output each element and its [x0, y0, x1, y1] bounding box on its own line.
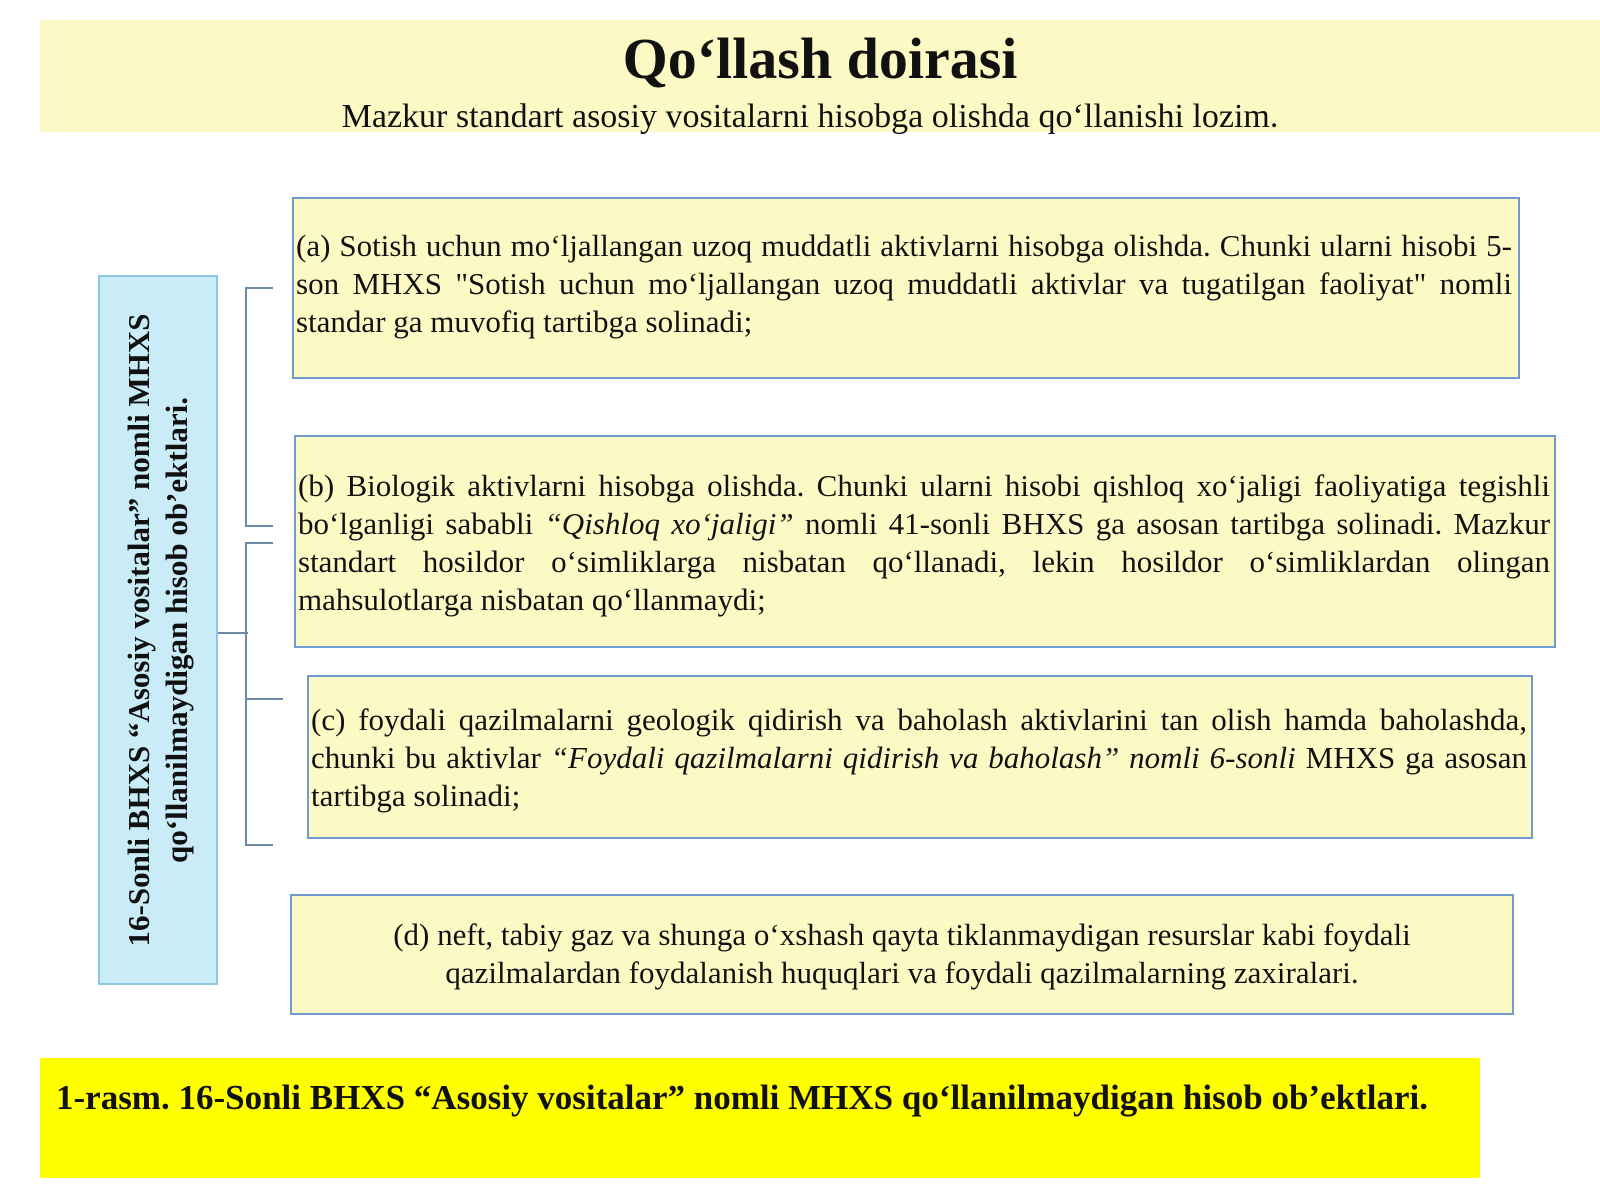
- connector-bracket-lower: [245, 542, 273, 846]
- figure-caption: 1-rasm. 16-Sonli BHXS “Asosiy vositalar” nomli MHXS qo‘llanilmaydigan hisob ob’ektlari.: [40, 1058, 1480, 1178]
- page-title: Qo‘llash doirasi: [622, 26, 1018, 91]
- item-card-d: [290, 894, 1514, 1015]
- item-card-b: [294, 435, 1556, 648]
- item-b-text-start: (b) Biologik aktivlarni hisobga olishda. Chunki ularni hisobi qishloq xo‘jaligi faoliyatiga tegishli bo‘lganligi sababli: [298, 468, 1550, 541]
- connector-stub: [218, 632, 248, 634]
- item-c-text-end: MHXS ga asosan tartibga solinadi;: [311, 740, 1527, 813]
- side-label: 16-Sonli BHXS “Asosiy vositalar” nomli MHXS qo‘llanilmaydigan hisob ob’ektlari.: [121, 313, 194, 947]
- item-c-text-start: (c) foydali qazilmalarni geologik qidirish va baholash aktivlarini tan olish hamda baholashda, chunki bu aktivlar: [311, 702, 1527, 775]
- item-b-reference: “Qishloq xo‘jaligi”: [544, 506, 794, 541]
- item-d-text: (d) neft, tabiy gaz va shunga o‘xshash qayta tiklanmaydigan resurslar kabi foydali qazilmalardan foydalanish huquqlari va foydali qazilmalarning zaxiralari.: [393, 917, 1411, 990]
- item-b-text: [298, 467, 1550, 619]
- connector-branch-c: [247, 698, 283, 700]
- page-subtitle: Mazkur standart asosiy vositalarni hisobga olishda qo‘llanishi lozim.: [341, 98, 1279, 135]
- item-card-c: [307, 675, 1533, 839]
- item-b-text-end: nomli 41-sonli BHXS ga asosan tartibga solinadi. Mazkur standart hosildor o‘simliklarga nisbatan qo‘llanadi, lekin hosildor o‘simliklardan olingan mahsulotlarga nisbatan qo‘llanmaydi;: [298, 506, 1551, 617]
- item-card-a: [292, 197, 1520, 379]
- side-label-box: [98, 275, 218, 985]
- item-a-text: (a) Sotish uchun mo‘ljallangan uzoq muddatli aktivlarni hisobga olishda. Chunki ularni hisobi 5-son MHXS "Sotish uchun mo‘ljallangan uzoq muddatli aktivlar va tugatilgan faoliyat" nomli standar ga muvofiq tartibga solinadi;: [296, 228, 1512, 339]
- connector-bracket-upper: [245, 287, 273, 527]
- item-c-reference: “Foydali qazilmalarni qidirish va baholash” nomli 6-sonli: [550, 740, 1296, 775]
- item-c-text: [311, 701, 1527, 815]
